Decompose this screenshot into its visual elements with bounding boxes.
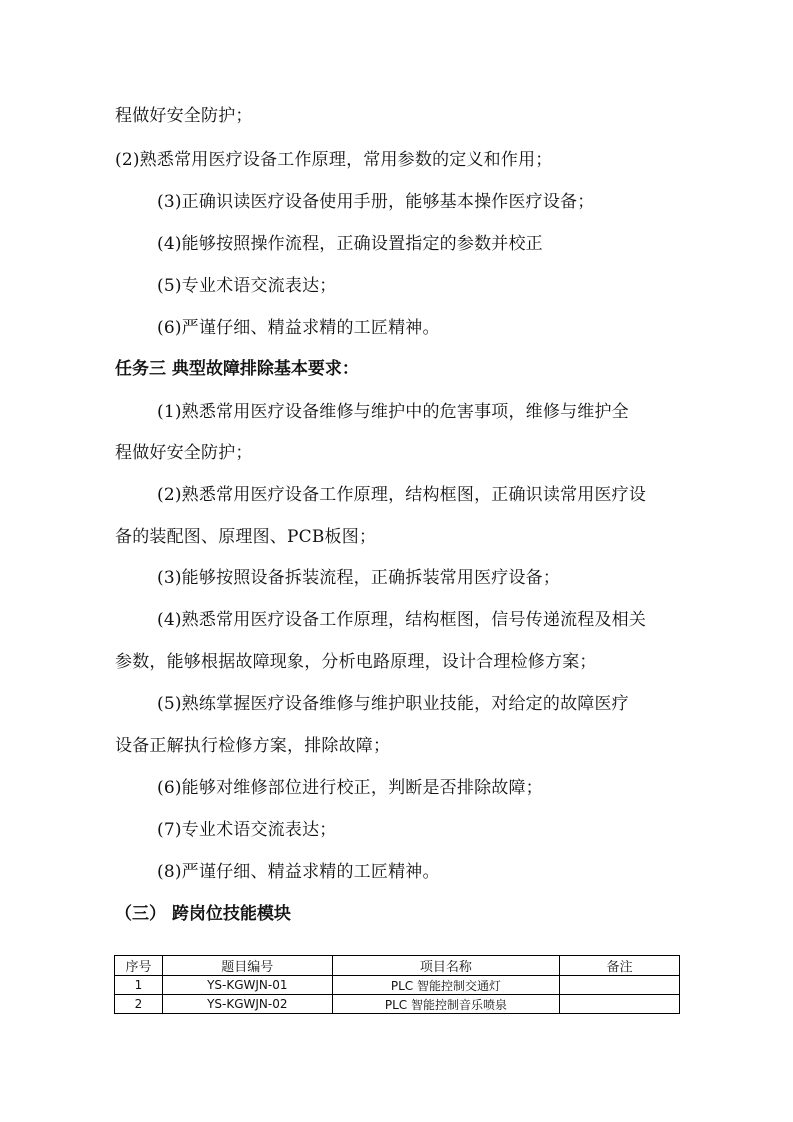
project-table	[114, 955, 680, 1014]
text-line: (3)能够按照设备拆装流程，正确拆装常用医疗设备；	[157, 568, 561, 588]
text-line: (1)熟悉常用医疗设备维修与维护中的危害事项，维修与维护全	[157, 402, 629, 422]
cell-code: YS-KGWJN-02	[162, 995, 332, 1014]
text-line: (6)能够对维修部位进行校正，判断是否排除故障；	[157, 778, 543, 798]
task3-heading: 任务三 典型故障排除基本要求：	[115, 359, 359, 379]
text-line: (4)熟悉常用医疗设备工作原理，结构框图，信号传递流程及相关	[157, 610, 647, 630]
text-line: (2)熟悉常用医疗设备工作原理，常用参数的定义和作用；	[115, 150, 553, 170]
cell-project-name: PLC 智能控制交通灯	[332, 976, 560, 995]
text-line: (4)能够按照操作流程，正确设置指定的参数并校正	[157, 234, 543, 254]
text-line: 程做好安全防护；	[115, 443, 253, 463]
cell-index: 1	[115, 976, 163, 995]
cell-remarks	[560, 995, 680, 1014]
text-line: (7)专业术语交流表达；	[157, 820, 337, 840]
text-line: (8)严谨仔细、精益求精的工匠精神。	[157, 862, 440, 882]
cell-project-name: PLC 智能控制音乐喷泉	[332, 995, 560, 1014]
text-line: (5)熟练掌握医疗设备维修与维护职业技能，对给定的故障医疗	[157, 694, 629, 714]
text-line: (2)熟悉常用医疗设备工作原理，结构框图，正确识读常用医疗设	[157, 485, 647, 505]
text-line: (5)专业术语交流表达；	[157, 276, 337, 296]
table-header-row	[115, 956, 680, 976]
header-code: 题目编号	[162, 956, 332, 976]
header-index: 序号	[115, 956, 163, 976]
cell-code: YS-KGWJN-01	[162, 976, 332, 995]
table-row	[115, 995, 680, 1014]
header-project-name: 项目名称	[332, 956, 560, 976]
text-line: (6)严谨仔细、精益求精的工匠精神。	[157, 318, 440, 338]
text-line: (3)正确识读医疗设备使用手册，能够基本操作医疗设备；	[157, 192, 595, 212]
text-line: 备的装配图、原理图、PCB板图；	[115, 527, 377, 547]
cell-remarks	[560, 976, 680, 995]
table-row	[115, 976, 680, 995]
text-line: 参数，能够根据故障现象，分析电路原理，设计合理检修方案；	[115, 652, 597, 672]
text-line: 设备正解执行检修方案，排除故障；	[115, 736, 391, 756]
text-line: 程做好安全防护；	[115, 106, 253, 126]
cell-index: 2	[115, 995, 163, 1014]
header-remarks: 备注	[560, 956, 680, 976]
section3-heading: （三） 跨岗位技能模块	[115, 904, 291, 924]
